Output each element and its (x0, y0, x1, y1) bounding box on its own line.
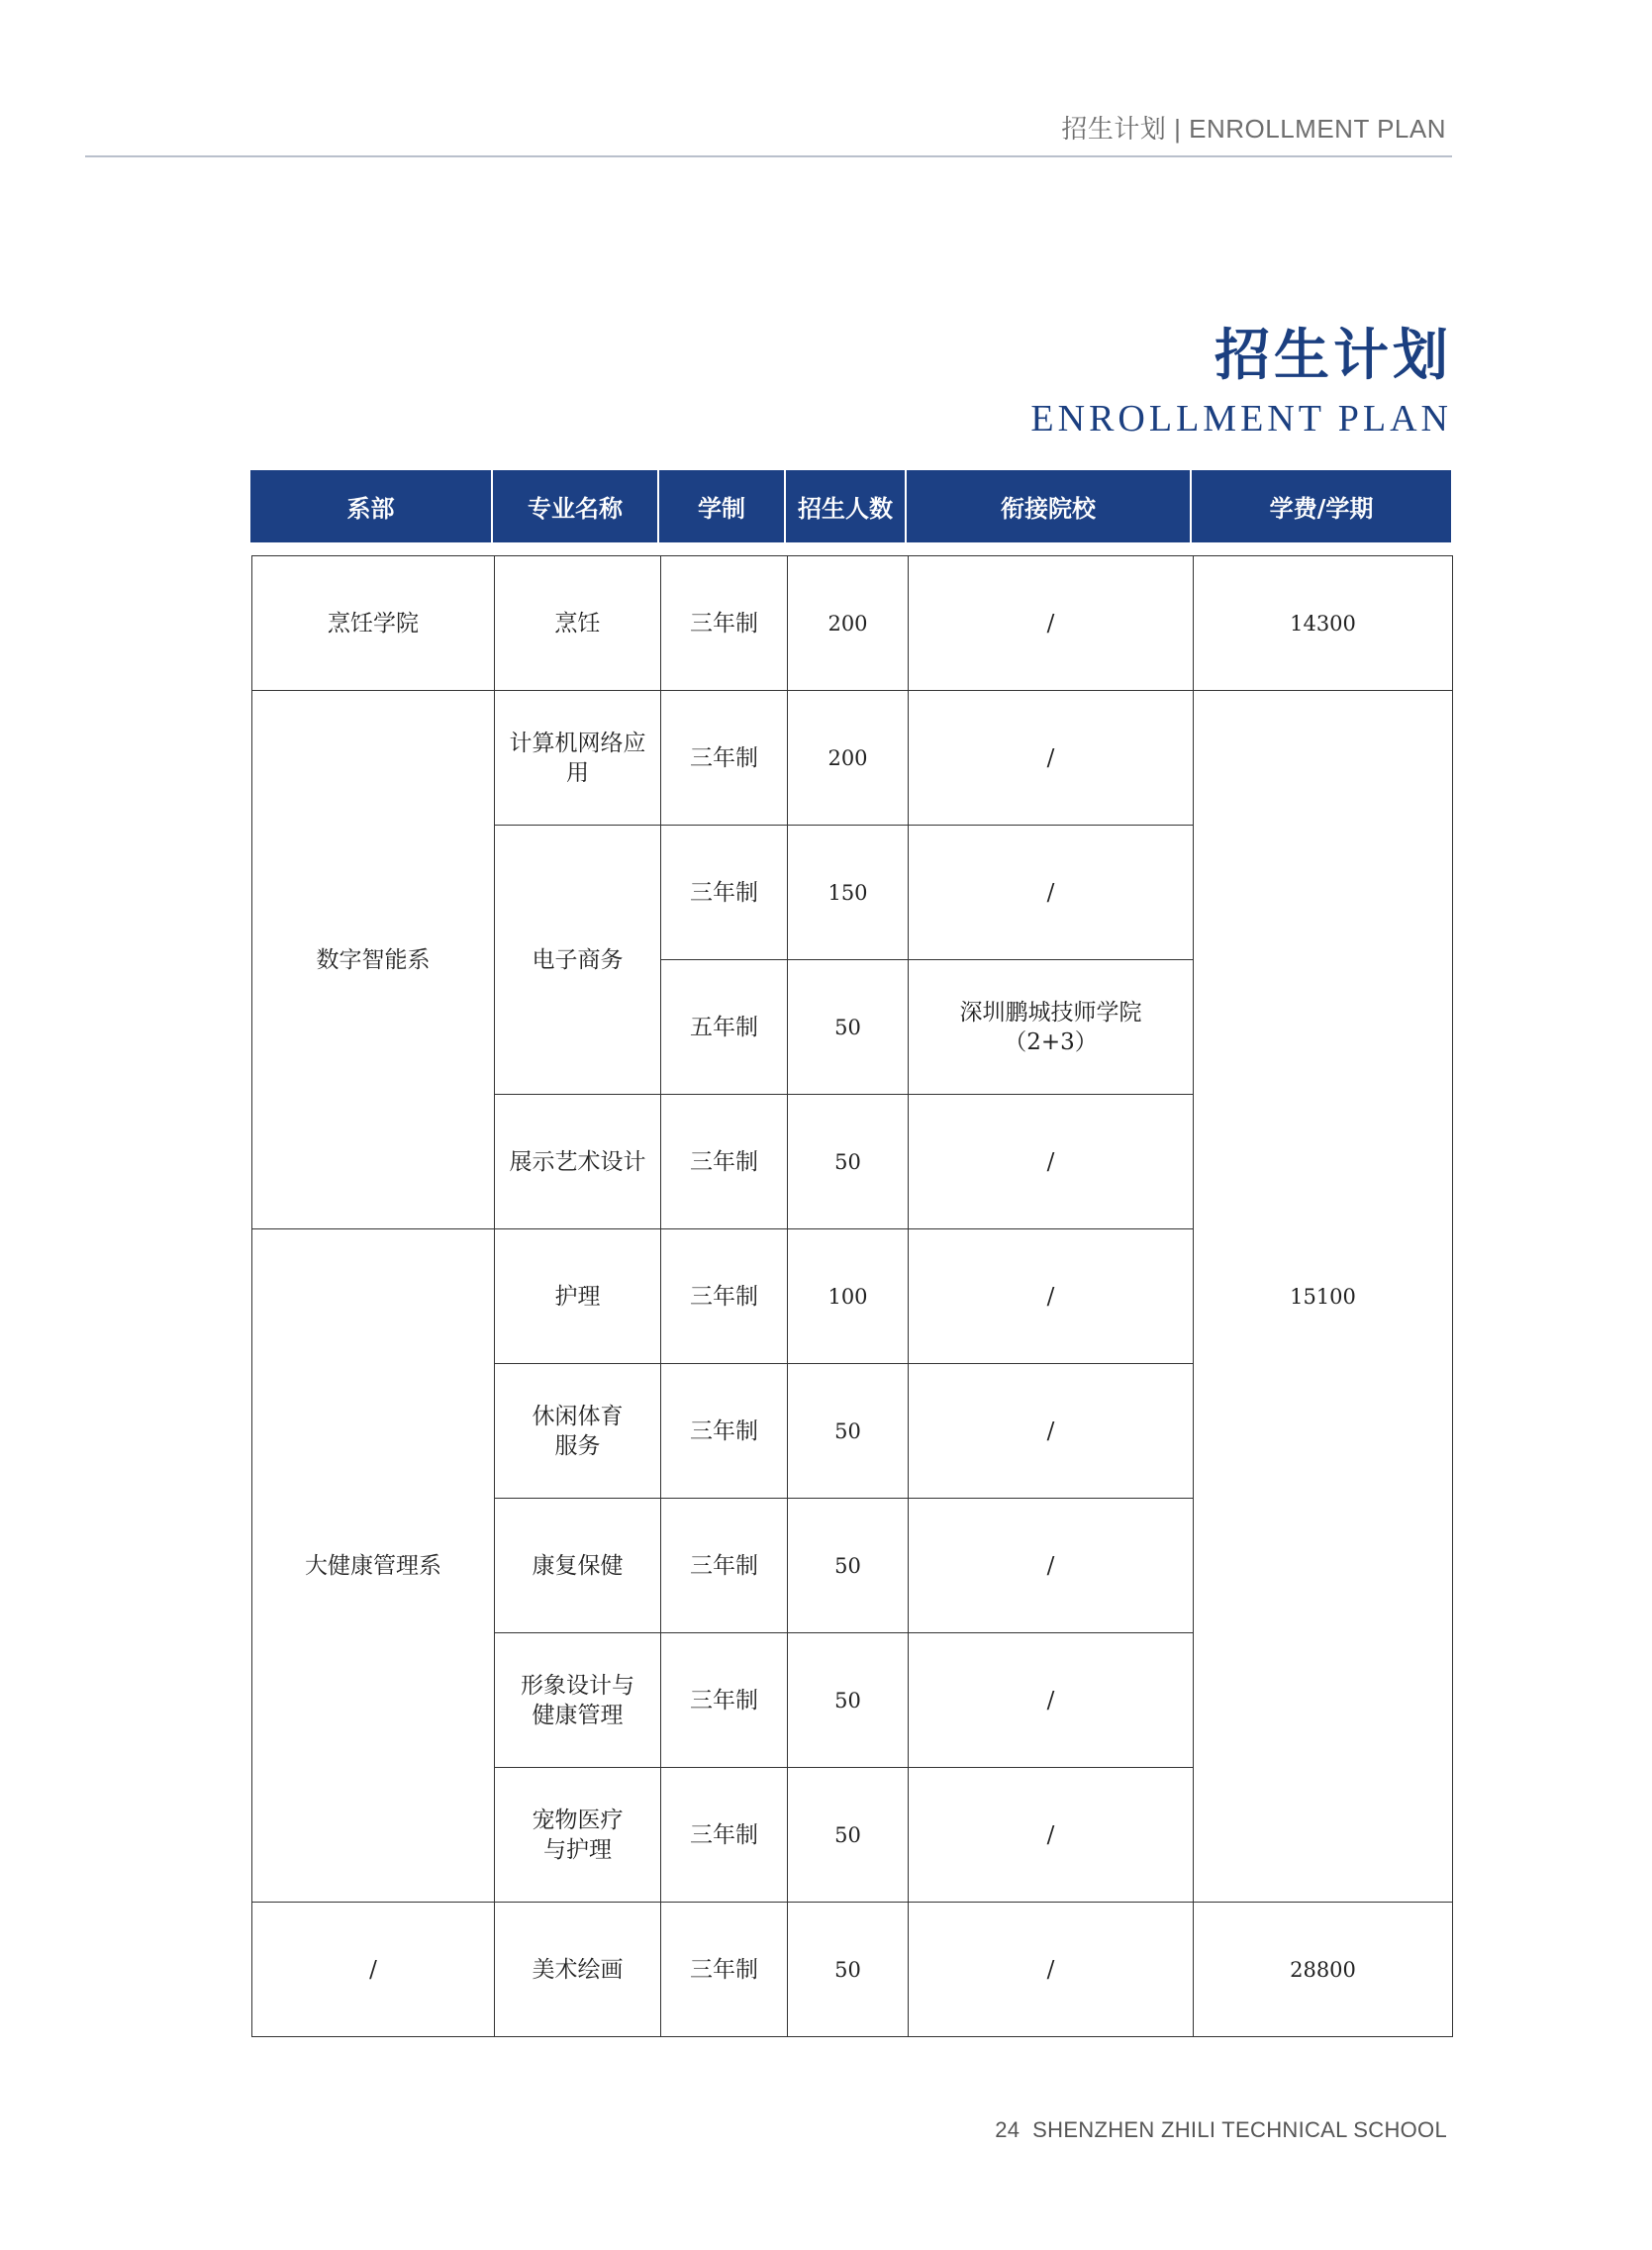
enrollment-cell: 50 (788, 1499, 909, 1633)
table-row (252, 556, 1453, 691)
enrollment-cell: 200 (788, 691, 909, 826)
page-number: 24 (995, 2117, 1020, 2142)
major-name: 形象设计与健康管理 (521, 1672, 634, 1728)
major-cell: 美术绘画 (495, 1903, 661, 2037)
partner-school-cell: / (909, 826, 1194, 960)
major-cell: 烹饪 (495, 556, 661, 691)
enrollment-cell: 50 (788, 1768, 909, 1903)
enrollment-table (251, 555, 1453, 2037)
running-header: 招生计划 | ENROLLMENT PLAN (1061, 114, 1446, 144)
tuition-cell: 15100 (1194, 691, 1453, 1903)
enrollment-cell: 50 (788, 1095, 909, 1229)
duration-cell: 三年制 (661, 1229, 788, 1364)
duration-cell: 三年制 (661, 691, 788, 826)
page-footer (995, 2117, 1447, 2143)
column-header-tuition: 学费/学期 (1269, 494, 1374, 523)
duration-cell: 三年制 (661, 1768, 788, 1903)
table-row (252, 691, 1453, 826)
partner-school-cell: / (909, 1364, 1194, 1499)
major-name: 宠物医疗与护理 (532, 1807, 624, 1863)
tuition-cell: 28800 (1194, 1903, 1453, 2037)
duration-cell: 三年制 (661, 826, 788, 960)
department-cell: 烹饪学院 (252, 556, 495, 691)
major-name: 休闲体育服务 (532, 1403, 624, 1459)
duration-cell: 三年制 (661, 1095, 788, 1229)
partner-school-cell: / (909, 556, 1194, 691)
column-header-partner-school: 衔接院校 (907, 470, 1192, 542)
major-cell (495, 691, 661, 826)
partner-school-cell: / (909, 1633, 1194, 1768)
column-header-department: 系部 (250, 470, 493, 542)
enrollment-cell: 200 (788, 556, 909, 691)
department-cell: / (252, 1903, 495, 2037)
column-header-duration: 学制 (659, 470, 786, 542)
department-cell: 大健康管理系 (252, 1229, 495, 1903)
major-name: 计算机网络应用 (509, 730, 646, 786)
enrollment-cell: 50 (788, 1633, 909, 1768)
table-row (252, 1903, 1453, 2037)
enrollment-cell: 50 (788, 1903, 909, 2037)
partner-school-cell: / (909, 1229, 1194, 1364)
major-cell (495, 1364, 661, 1499)
duration-cell: 五年制 (661, 960, 788, 1095)
partner-school-cell: / (909, 1768, 1194, 1903)
title-block (1030, 322, 1452, 442)
major-cell: 电子商务 (495, 826, 661, 1095)
page-title: 招生计划 (1215, 324, 1452, 388)
partner-school-cell: / (909, 1903, 1194, 2037)
enrollment-cell: 150 (788, 826, 909, 960)
column-header-enrollment: 招生人数 (786, 470, 907, 542)
duration-cell: 三年制 (661, 1633, 788, 1768)
partner-school-cell (909, 960, 1194, 1095)
tuition-cell: 14300 (1194, 556, 1453, 691)
partner-school-name: 深圳鹏城技师学院（2+3） (959, 999, 1142, 1055)
enrollment-cell: 50 (788, 960, 909, 1095)
partner-school-cell: / (909, 1095, 1194, 1229)
page-subtitle: ENROLLMENT PLAN (1030, 398, 1452, 440)
enrollment-cell: 50 (788, 1364, 909, 1499)
duration-cell: 三年制 (661, 556, 788, 691)
partner-school-cell: / (909, 691, 1194, 826)
column-header-major: 专业名称 (493, 470, 659, 542)
department-cell: 数字智能系 (252, 691, 495, 1229)
duration-cell: 三年制 (661, 1903, 788, 2037)
major-cell (495, 1768, 661, 1903)
major-cell: 展示艺术设计 (495, 1095, 661, 1229)
enrollment-cell: 100 (788, 1229, 909, 1364)
duration-cell: 三年制 (661, 1499, 788, 1633)
table-header (250, 470, 1451, 542)
partner-school-cell: / (909, 1499, 1194, 1633)
footer-school-name: SHENZHEN ZHILI TECHNICAL SCHOOL (1032, 2117, 1447, 2142)
major-cell: 护理 (495, 1229, 661, 1364)
major-cell (495, 1633, 661, 1768)
major-cell: 康复保健 (495, 1499, 661, 1633)
duration-cell: 三年制 (661, 1364, 788, 1499)
header-divider (85, 155, 1452, 157)
